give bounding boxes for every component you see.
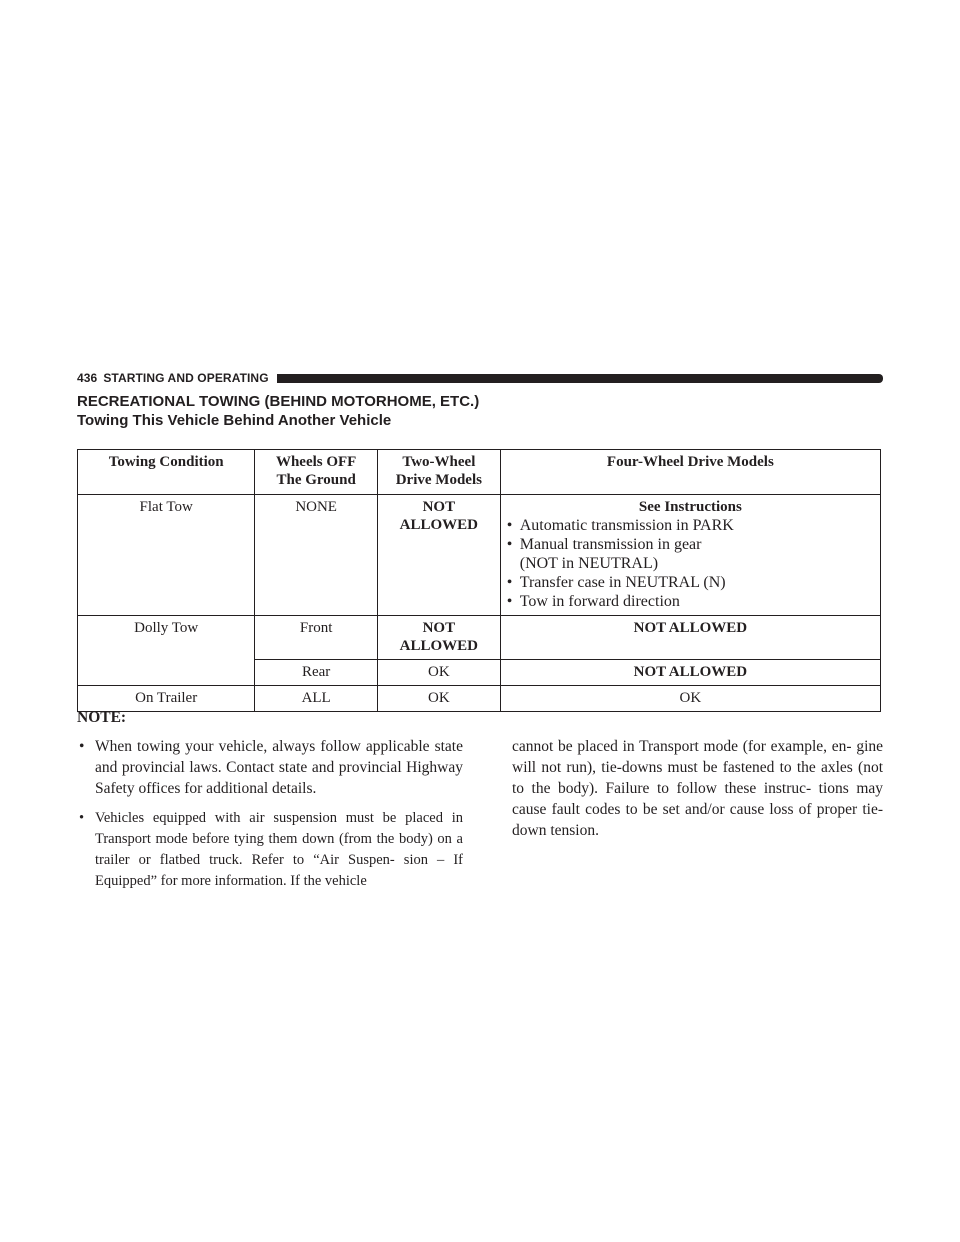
cell-four-wheel-instructions: [500, 495, 880, 616]
instruction-item: • Transfer case in NEUTRAL (N): [507, 573, 874, 592]
note-bullet: • When towing your vehicle, always follow applicable state and provincial laws. Contact state and provincial Highway Safety offices for additional details.: [77, 736, 463, 799]
cell-two-wheel: OK: [377, 660, 500, 686]
instruction-item: • Automatic transmission in PARK: [507, 516, 874, 535]
cell-two-wheel: NOT ALLOWED: [377, 495, 500, 616]
cell-wheels: NONE: [255, 495, 378, 616]
cell-wheels: ALL: [255, 686, 378, 712]
main-title: RECREATIONAL TOWING (BEHIND MOTORHOME, ETC.): [77, 393, 480, 410]
section-name: STARTING AND OPERATING: [103, 371, 269, 385]
instructions-title: See Instructions: [638, 499, 742, 515]
table-row-dolly-front: [78, 616, 881, 660]
instruction-item: • Tow in forward direction: [507, 592, 874, 611]
cell-four-wheel: NOT ALLOWED: [500, 660, 880, 686]
cell-two-wheel: OK: [377, 686, 500, 712]
cell-condition: On Trailer: [78, 686, 255, 712]
note-continued-text: cannot be placed in Transport mode (for example, en- gine will not run), tie-downs must be fastened to the axles (not to the body). Failure to follow these instruc- tions may cause fault codes to be set and/or cause loss of proper tie-down tension.: [512, 738, 883, 839]
note-label: NOTE:: [77, 709, 127, 726]
cell-four-wheel: OK: [500, 686, 880, 712]
note-bullet: • Vehicles equipped with air suspension must be placed in Transport mode before tying them down (from the body) on a trailer or flatbed truck. Refer to “Air Suspen- sion – If Equipped” for more information. If the vehicle: [77, 808, 463, 892]
header-wheels-off: Wheels OFF The Ground: [255, 450, 378, 495]
cell-condition: Flat Tow: [78, 495, 255, 616]
instruction-list: [507, 516, 874, 611]
header-rule: [277, 374, 883, 383]
cell-wheels: Rear: [255, 660, 378, 686]
cell-two-wheel: NOT ALLOWED: [377, 616, 500, 660]
note-columns: [77, 736, 883, 901]
note-right-column: [512, 736, 883, 901]
sub-title: Towing This Vehicle Behind Another Vehicle: [77, 412, 392, 429]
towing-table: [77, 449, 881, 712]
table-row-flat-tow: [78, 495, 881, 616]
header-four-wheel: Four-Wheel Drive Models: [500, 450, 880, 495]
cell-wheels: Front: [255, 616, 378, 660]
cell-condition: Dolly Tow: [78, 616, 255, 686]
cell-four-wheel: NOT ALLOWED: [500, 616, 880, 660]
header-two-wheel: Two-Wheel Drive Models: [377, 450, 500, 495]
note-bullet-list: [77, 736, 463, 892]
notes-section: [77, 707, 883, 901]
instruction-item: • Manual transmission in gear (NOT in NEUTRAL): [507, 535, 874, 573]
note-left-column: [77, 736, 463, 901]
page-header: [77, 371, 883, 385]
table-header-row: [78, 450, 881, 495]
page-number: 436: [77, 371, 98, 385]
header-towing-condition: Towing Condition: [78, 450, 255, 495]
